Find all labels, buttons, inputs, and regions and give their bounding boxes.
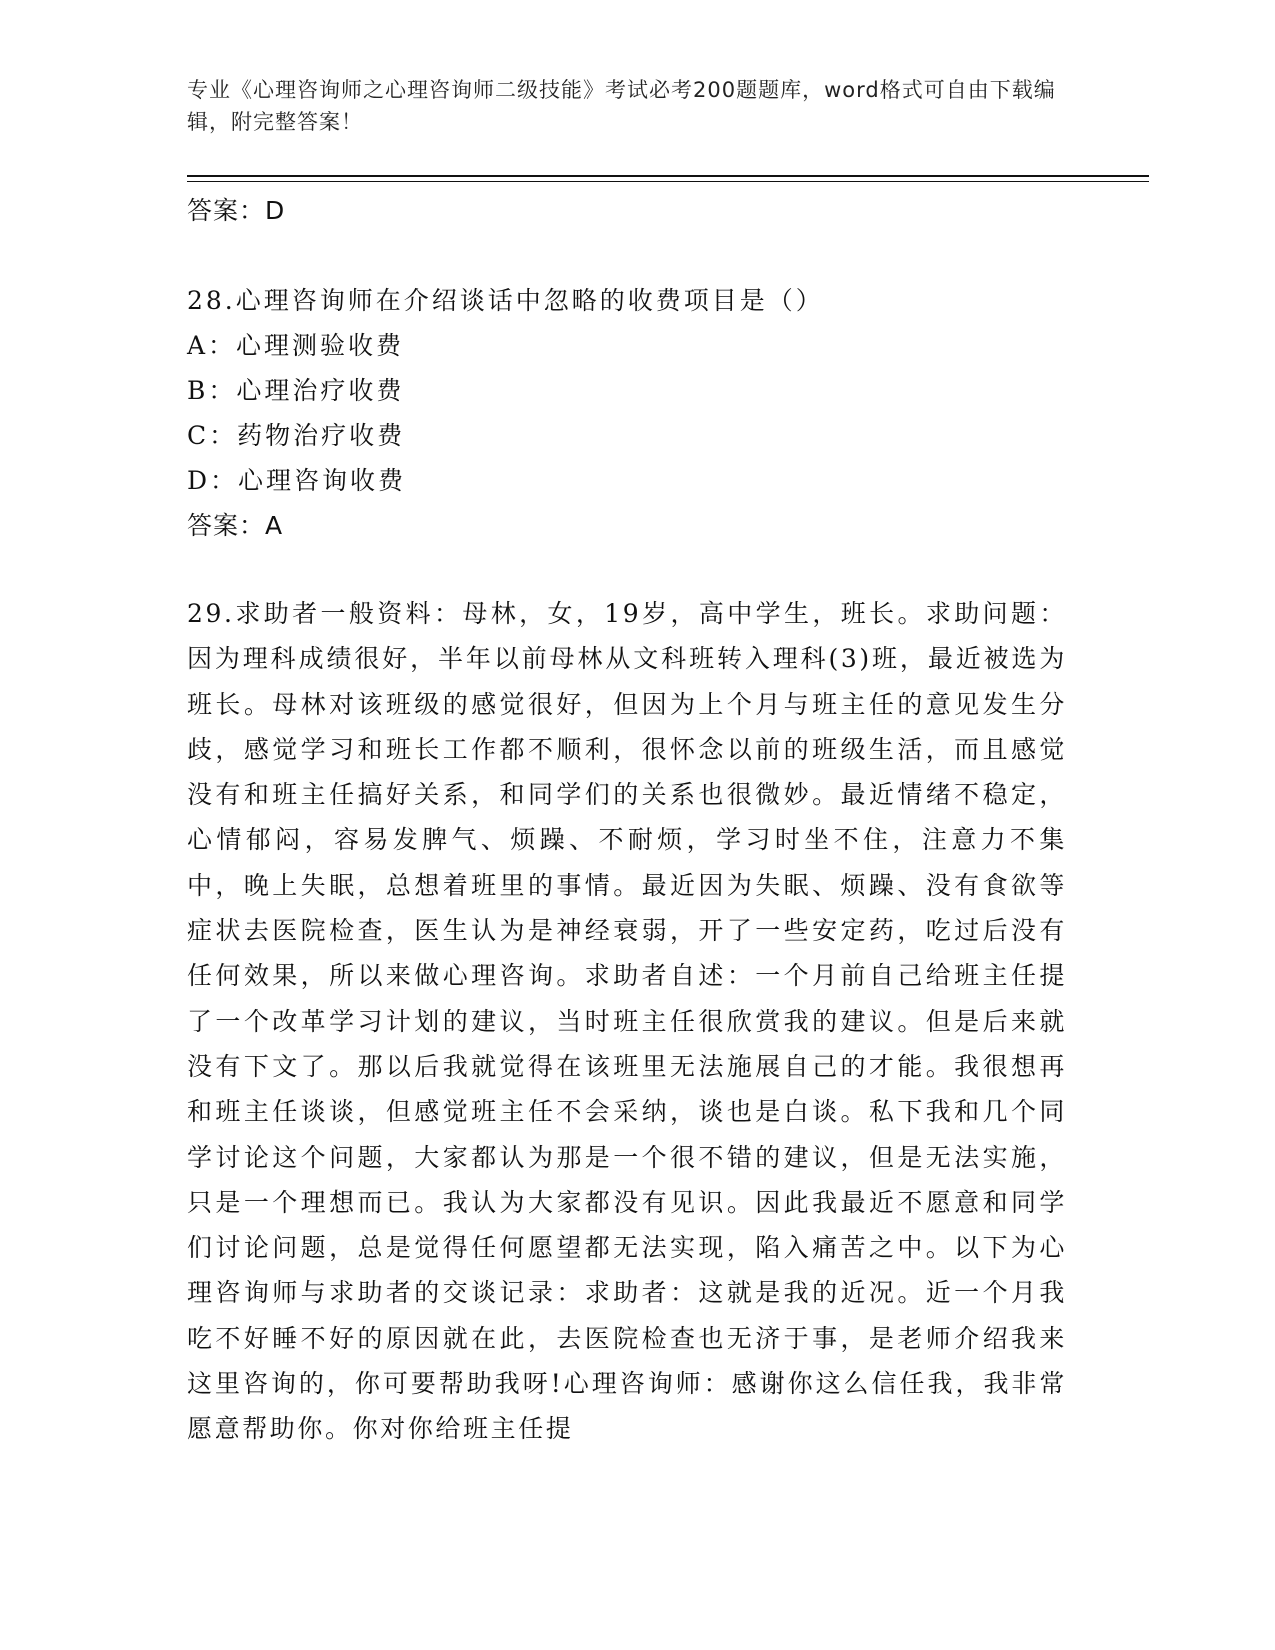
previous-answer: 答案：D <box>187 196 286 225</box>
question-28-option-d: D：心理咨询收费 <box>187 466 407 495</box>
question-28 <box>187 278 1087 548</box>
question-28-option-b: B：心理治疗收费 <box>187 376 405 405</box>
question-28-option-a: A：心理测验收费 <box>187 331 405 360</box>
question-29-text: 29.求助者一般资料：母林，女，19岁，高中学生，班长。求助问题：因为理科成绩很好，半年以前母林从文科班转入理科(3)班，最近被选为班长。母林对该班级的感觉很好，但因为上个月与班主任的意见发生分歧，感觉学习和班长工作都不顺利，很怀念以前的班级生活，而且感觉没有和班主任搞好关系，和同学们的关系也很微妙。最近情绪不稳定，心情郁闷，容易发脾气、烦躁、不耐烦，学习时坐不住，注意力不集中，晚上失眠，总想着班里的事情。最近因为失眠、烦躁、没有食欲等症状去医院检查，医生认为是神经衰弱，开了一些安定药，吃过后没有任何效果，所以来做心理咨询。求助者自述：一个月前自己给班主任提了一个改革学习计划的建议，当时班主任很欣赏我的建议。但是后来就没有下文了。那以后我就觉得在该班里无法施展自己的才能。我很想再和班主任谈谈，但感觉班主任不会采纳，谈也是白谈。私下我和几个同学讨论这个问题，大家都认为那是一个很不错的建议，但是无法实施，只是一个理想而已。我认为大家都没有见识。因此我最近不愿意和同学们讨论问题，总是觉得任何愿望都无法实现，陷入痛苦之中。以下为心理咨询师与求助者的交谈记录：求助者：这就是我的近况。近一个月我吃不好睡不好的原因就在此，去医院检查也无济于事，是老师介绍我来这里咨询的，你可要帮助我呀!心理咨询师：感谢你这么信任我，我非常愿意帮助你。你对你给班主任提 <box>187 599 1067 1444</box>
question-28-answer: 答案：A <box>187 511 284 540</box>
document-body <box>187 188 1087 1452</box>
spacer <box>187 548 1087 591</box>
spacer <box>187 233 1087 278</box>
question-29 <box>187 591 1087 1452</box>
question-28-stem: 28.心理咨询师在介绍谈话中忽略的收费项目是（） <box>187 286 824 315</box>
document-header: 专业《心理咨询师之心理咨询师二级技能》考试必考200题题库，word格式可自由下载编辑，附完整答案！ <box>187 78 1056 134</box>
header-divider-thin <box>187 181 1149 182</box>
question-28-option-c: C：药物治疗收费 <box>187 421 406 450</box>
header-divider-thick <box>187 175 1149 177</box>
